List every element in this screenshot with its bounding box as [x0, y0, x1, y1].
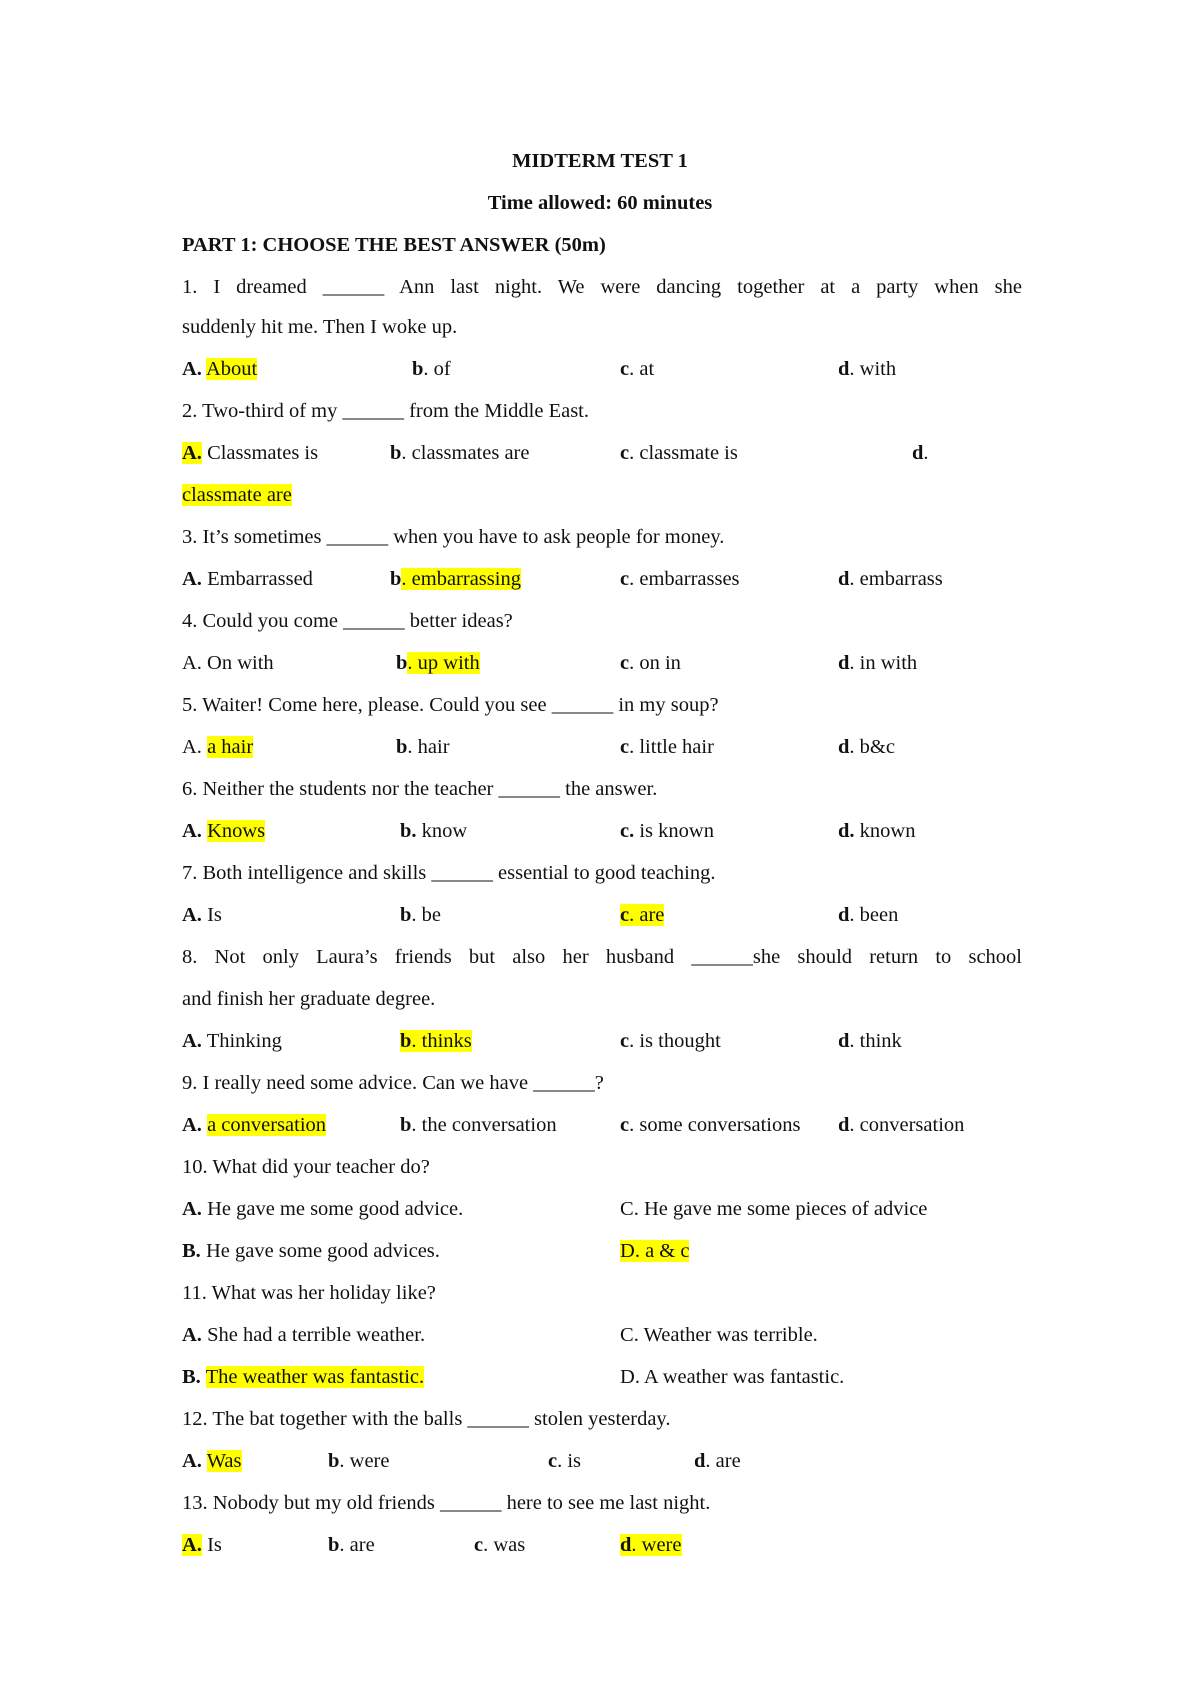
q6-option-c: c. is known: [620, 820, 714, 842]
question-4-text: 4. Could you come ______ better ideas?: [182, 610, 513, 632]
question-1-text-cont: suddenly hit me. Then I woke up.: [182, 316, 458, 338]
question-1-text: 1. I dreamed ______ Ann last night. We were dancing together at a party when she: [182, 276, 1022, 298]
q7-option-d: d. been: [838, 904, 899, 926]
q5-option-a: A. a hair: [182, 736, 254, 758]
q3-option-b: b. embarrassing: [390, 568, 521, 590]
q7-option-c: c. are: [620, 904, 665, 926]
q8-option-a: A. Thinking: [182, 1030, 282, 1052]
q11-option-d: D. A weather was fantastic.: [620, 1366, 845, 1388]
q12-option-c: c. is: [548, 1450, 582, 1472]
question-6-text: 6. Neither the students nor the teacher ______ the answer.: [182, 778, 658, 800]
q3-option-d: d. embarrass: [838, 568, 943, 590]
q2-option-d: d.: [912, 442, 929, 464]
q4-option-d: d. in with: [838, 652, 918, 674]
question-2-text: 2. Two-third of my ______ from the Middle East.: [182, 400, 589, 422]
question-7-text: 7. Both intelligence and skills ______ essential to good teaching.: [182, 862, 716, 884]
q5-option-b: b. hair: [396, 736, 450, 758]
q12-option-a: A. Was: [182, 1450, 242, 1472]
q3-option-a: A. Embarrassed: [182, 568, 313, 590]
q11-option-a: A. She had a terrible weather.: [182, 1324, 426, 1346]
q11-option-b: B. The weather was fantastic.: [182, 1366, 425, 1388]
q9-option-c: c. some conversations: [620, 1114, 801, 1136]
q2-option-b: b. classmates are: [390, 442, 530, 464]
q6-option-a: A. Knows: [182, 820, 266, 842]
question-11-text: 11. What was her holiday like?: [182, 1282, 436, 1304]
q11-option-c: C. Weather was terrible.: [620, 1324, 818, 1346]
q6-option-b: b. know: [400, 820, 468, 842]
q9-option-d: d. conversation: [838, 1114, 965, 1136]
question-13-text: 13. Nobody but my old friends ______ here to see me last night.: [182, 1492, 711, 1514]
q10-option-d: D. a & c: [620, 1240, 690, 1262]
q4-option-b: b. up with: [396, 652, 480, 674]
part-heading: PART 1: CHOOSE THE BEST ANSWER (50m): [182, 234, 606, 256]
q8-option-b: b. thinks: [400, 1030, 472, 1052]
q1-option-b: b. of: [412, 358, 451, 380]
q5-option-c: c. little hair: [620, 736, 714, 758]
q4-option-c: c. on in: [620, 652, 681, 674]
q13-option-a: A. Is: [182, 1534, 222, 1556]
q12-option-d: d. are: [694, 1450, 741, 1472]
q10-option-b: B. He gave some good advices.: [182, 1240, 440, 1262]
q10-option-a: A. He gave me some good advice.: [182, 1198, 464, 1220]
q4-option-a: A. On with: [182, 652, 274, 674]
q2-option-a: A. Classmates is: [182, 442, 319, 464]
question-3-text: 3. It’s sometimes ______ when you have to ask people for money.: [182, 526, 725, 548]
q10-option-c: C. He gave me some pieces of advice: [620, 1198, 928, 1220]
q7-option-b: b. be: [400, 904, 442, 926]
question-8-text-cont: and finish her graduate degree.: [182, 988, 436, 1010]
q1-option-d: d. with: [838, 358, 897, 380]
question-5-text: 5. Waiter! Come here, please. Could you see ______ in my soup?: [182, 694, 719, 716]
test-title: MIDTERM TEST 1: [512, 150, 688, 172]
q2-option-c: c. classmate is: [620, 442, 738, 464]
q13-option-d: d. were: [620, 1534, 682, 1556]
q7-option-a: A. Is: [182, 904, 222, 926]
q1-option-a: A. About: [182, 358, 258, 380]
question-9-text: 9. I really need some advice. Can we have ______?: [182, 1072, 604, 1094]
q9-option-a: A. a conversation: [182, 1114, 327, 1136]
q13-option-b: b. are: [328, 1534, 375, 1556]
question-12-text: 12. The bat together with the balls ______ stolen yesterday.: [182, 1408, 671, 1430]
q6-option-d: d. known: [838, 820, 916, 842]
time-allowed: Time allowed: 60 minutes: [487, 192, 713, 214]
q3-option-c: c. embarrasses: [620, 568, 740, 590]
q5-option-d: d. b&c: [838, 736, 895, 758]
q9-option-b: b. the conversation: [400, 1114, 557, 1136]
q8-option-c: c. is thought: [620, 1030, 721, 1052]
question-10-text: 10. What did your teacher do?: [182, 1156, 430, 1178]
q13-option-c: c. was: [474, 1534, 526, 1556]
q1-option-c: c. at: [620, 358, 655, 380]
q12-option-b: b. were: [328, 1450, 390, 1472]
q8-option-d: d. think: [838, 1030, 902, 1052]
q2-option-d-text: classmate are: [182, 484, 292, 506]
question-8-text: 8. Not only Laura’s friends but also her husband ______she should return to school: [182, 946, 1022, 968]
